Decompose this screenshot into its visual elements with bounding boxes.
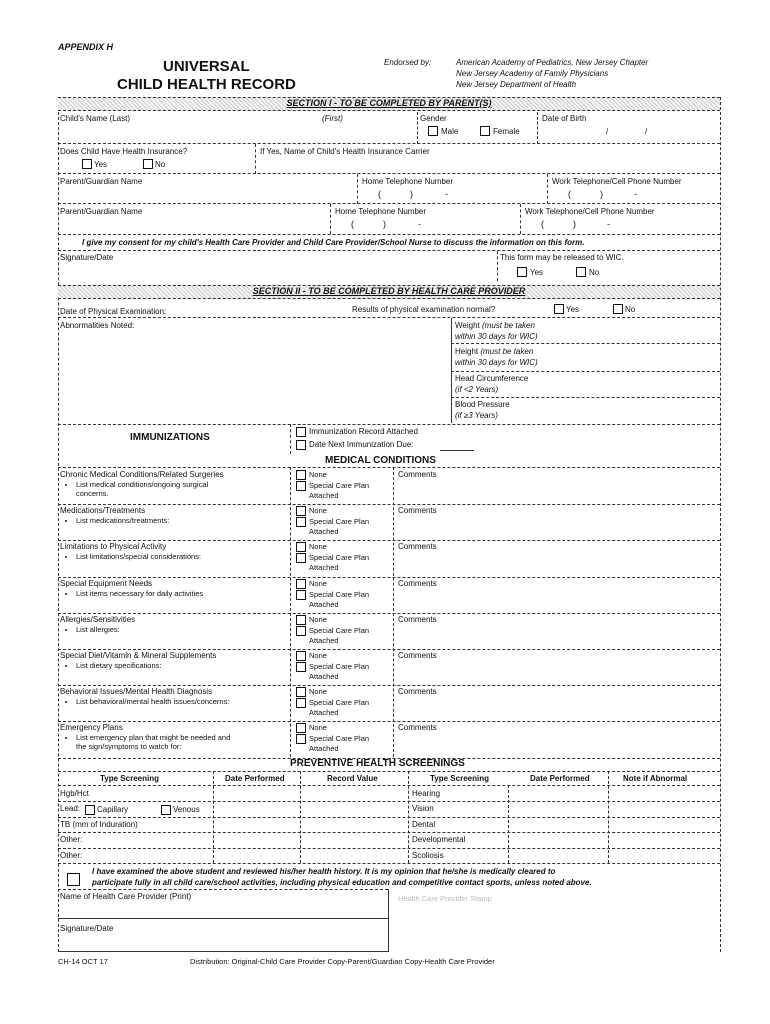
medical-row-bullet-cont: the sign/symptoms to watch for: <box>76 742 182 751</box>
home-phone2-close: ) <box>383 219 386 229</box>
medical-row-title: Allergies/Sensitivities <box>60 615 136 624</box>
distribution-text: Distribution: Original-Child Care Provider Copy-Parent/Guardian Copy-Health Care Provider <box>190 957 495 966</box>
medical-row-title: Emergency Plans <box>60 723 123 732</box>
screening-left-row: Hgb/Hct <box>60 789 89 798</box>
immunization-record-label: Immunization Record Attached <box>309 427 418 436</box>
medical-none-checkbox[interactable] <box>296 579 306 589</box>
medical-row-title: Chronic Medical Conditions/Related Surgeries <box>60 470 224 479</box>
height-note-2: within 30 days for WIC) <box>455 358 538 367</box>
head-circumference-note: (if <2 Years) <box>455 385 499 394</box>
blood-pressure-note: (if ≥3 Years) <box>455 411 498 420</box>
medical-row-bullets <box>62 697 290 706</box>
screening-right-row: Developmental <box>412 835 466 844</box>
medical-row-bullet: List allergies: <box>76 625 120 634</box>
height-title: Height <box>455 347 479 356</box>
height-note: (must be taken <box>480 347 534 356</box>
medical-none-label: None <box>309 615 327 624</box>
head-circumference-label: Head Circumference <box>455 374 529 383</box>
medical-row-bullets <box>62 589 290 598</box>
exam-date-label: Date of Physical Examination: <box>60 307 167 316</box>
medical-row-bullet-cont: concerns. <box>76 489 109 498</box>
gender-label: Gender <box>420 114 447 123</box>
next-immunization-label: Date Next Immunization Due: <box>309 440 414 449</box>
male-label: Male <box>441 127 459 136</box>
screening-header-date-right: Date Performed <box>530 774 590 783</box>
provider-signature-label: Signature/Date <box>60 924 114 933</box>
blood-pressure-label: Blood Pressure <box>455 400 510 409</box>
weight-note-2: within 30 days for WIC) <box>455 332 538 341</box>
attestation-text-1: I have examined the above student and reviewed his/her health history. It is my opinion that he/she is medically cleared to <box>92 867 556 876</box>
first-name-label: (First) <box>322 114 343 123</box>
appendix-label: APPENDIX H <box>58 42 114 52</box>
medical-plan-label-2: Attached <box>309 744 339 753</box>
results-yes-checkbox[interactable] <box>554 304 564 314</box>
screening-header-date-left: Date Performed <box>225 774 285 783</box>
work-phone1-close: ) <box>600 189 603 199</box>
attestation-checkbox[interactable] <box>67 873 80 886</box>
medical-plan-checkbox[interactable] <box>296 481 306 491</box>
medical-plan-checkbox[interactable] <box>296 662 306 672</box>
immunization-record-checkbox[interactable] <box>296 427 306 437</box>
home-phone1-dash: - <box>445 189 448 199</box>
home-phone1-label: Home Telephone Number <box>362 177 454 186</box>
medical-row-bullets <box>62 516 290 525</box>
medical-plan-label: Special Care Plan <box>309 517 370 526</box>
work-phone1-dash: - <box>634 189 637 199</box>
medical-plan-label: Special Care Plan <box>309 626 370 635</box>
screening-header-value: Record Value <box>327 774 378 783</box>
lead-venous-label: Venous <box>173 805 200 814</box>
consent-text: I give my consent for my child's Health Care Provider and Child Care Provider/School Nurse to discuss the information on this form. <box>82 238 585 247</box>
medical-comments-label: Comments <box>398 542 437 551</box>
medical-comments-label: Comments <box>398 687 437 696</box>
screening-header-type-left: Type Screening <box>100 774 159 783</box>
guardian2-label: Parent/Guardian Name <box>60 207 143 216</box>
endorser-3: New Jersey Department of Health <box>456 80 577 89</box>
results-no-checkbox[interactable] <box>613 304 623 314</box>
weight-title: Weight <box>455 321 480 330</box>
endorsed-by-label: Endorsed by: <box>384 58 432 67</box>
medical-none-checkbox[interactable] <box>296 542 306 552</box>
work-phone1-label: Work Telephone/Cell Phone Number <box>552 177 682 186</box>
results-yes-label: Yes <box>566 305 580 314</box>
medical-plan-label: Special Care Plan <box>309 662 370 671</box>
insurance-yes-checkbox[interactable] <box>82 159 92 169</box>
medical-row-bullets <box>62 552 290 561</box>
medical-none-label: None <box>309 470 327 479</box>
medical-row-title: Special Equipment Needs <box>60 579 153 588</box>
wic-no-label: No <box>589 268 600 277</box>
work-phone2-dash: - <box>607 219 610 229</box>
medical-plan-label: Special Care Plan <box>309 734 370 743</box>
screening-right-row: Hearing <box>412 789 441 798</box>
work-phone1-open: ( <box>568 189 571 199</box>
medical-row-bullet: List behavioral/mental health issues/concerns: <box>76 697 230 706</box>
home-phone2-label: Home Telephone Number <box>335 207 427 216</box>
medical-row-title: Medications/Treatments <box>60 506 146 515</box>
screening-left-row: TB (mm of Induration) <box>60 820 138 829</box>
wic-no-checkbox[interactable] <box>576 267 586 277</box>
medical-plan-label: Special Care Plan <box>309 590 370 599</box>
insurance-no-checkbox[interactable] <box>143 159 153 169</box>
medical-plan-label-2: Attached <box>309 563 339 572</box>
screening-right-row: Dental <box>412 820 436 829</box>
female-checkbox[interactable] <box>480 126 490 136</box>
weight-label <box>455 321 535 330</box>
medical-conditions-title: MEDICAL CONDITIONS <box>325 455 436 466</box>
screening-right-row: Scoliosis <box>412 851 444 860</box>
medical-comments-label: Comments <box>398 506 437 515</box>
guardian1-label: Parent/Guardian Name <box>60 177 143 186</box>
screening-left-row: Other: <box>60 835 83 844</box>
medical-comments-label: Comments <box>398 470 437 479</box>
insurance-yes-label: Yes <box>94 160 108 169</box>
medical-none-checkbox[interactable] <box>296 723 306 733</box>
endorser-2: New Jersey Academy of Family Physicians <box>456 69 609 78</box>
dob-slash-2: / <box>645 127 648 136</box>
medical-none-checkbox[interactable] <box>296 470 306 480</box>
medical-comments-label: Comments <box>398 615 437 624</box>
medical-row-bullet: List emergency plan that might be needed and <box>76 733 231 742</box>
form-title-line2: CHILD HEALTH RECORD <box>117 76 296 93</box>
medical-row-bullet: List limitations/special considerations: <box>76 552 202 561</box>
medical-plan-checkbox[interactable] <box>296 517 306 527</box>
provider-name-label: Name of Health Care Provider (Print) <box>60 892 192 901</box>
medical-none-label: None <box>309 506 327 515</box>
signature-label: Signature/Date <box>60 253 114 262</box>
medical-row-title: Behavioral Issues/Mental Health Diagnosis <box>60 687 213 696</box>
immunizations-title: IMMUNIZATIONS <box>130 432 210 443</box>
dob-slash-1: / <box>606 127 609 136</box>
work-phone2-open: ( <box>541 219 544 229</box>
endorser-1: American Academy of Pediatrics, New Jersey Chapter <box>456 58 649 67</box>
screening-left-row: Other: <box>60 851 83 860</box>
medical-row-bullet: List medications/treatments: <box>76 516 170 525</box>
home-phone1-close: ) <box>410 189 413 199</box>
home-phone2-dash: - <box>418 219 421 229</box>
insurance-no-label: No <box>155 160 166 169</box>
home-phone1-open: ( <box>378 189 381 199</box>
medical-none-checkbox[interactable] <box>296 506 306 516</box>
work-phone2-close: ) <box>573 219 576 229</box>
female-label: Female <box>493 127 520 136</box>
medical-plan-label-2: Attached <box>309 491 339 500</box>
medical-plan-label-2: Attached <box>309 600 339 609</box>
male-checkbox[interactable] <box>428 126 438 136</box>
screening-header-note: Note if Abnormal <box>623 774 688 783</box>
lead-capillary-checkbox[interactable] <box>85 805 95 815</box>
medical-row-bullets <box>62 661 290 670</box>
medical-none-checkbox[interactable] <box>296 651 306 661</box>
home-phone2-open: ( <box>351 219 354 229</box>
medical-none-label: None <box>309 542 327 551</box>
medical-row-bullets <box>62 480 290 498</box>
screenings-title: PREVENTIVE HEALTH SCREENINGS <box>290 758 465 769</box>
height-label <box>455 347 533 356</box>
medical-comments-label: Comments <box>398 723 437 732</box>
medical-none-label: None <box>309 651 327 660</box>
lead-capillary-label: Capillary <box>97 805 129 814</box>
medical-none-label: None <box>309 579 327 588</box>
medical-plan-label-2: Attached <box>309 636 339 645</box>
medical-plan-checkbox[interactable] <box>296 590 306 600</box>
attestation-text-2: participate fully in all child care/school activities, including physical education and competitive contact sports, unless noted above. <box>92 878 592 887</box>
medical-plan-label-2: Attached <box>309 672 339 681</box>
screening-right-row: Vision <box>412 804 434 813</box>
medical-plan-checkbox[interactable] <box>296 553 306 563</box>
section1-title: SECTION I - TO BE COMPLETED BY PARENT(S) <box>286 98 492 108</box>
medical-plan-label: Special Care Plan <box>309 698 370 707</box>
medical-plan-label: Special Care Plan <box>309 553 370 562</box>
medical-row-title: Special Diet/Vitamin & Mineral Supplements <box>60 651 217 660</box>
medical-none-checkbox[interactable] <box>296 615 306 625</box>
next-immunization-checkbox[interactable] <box>296 440 306 450</box>
medical-comments-label: Comments <box>398 651 437 660</box>
provider-stamp-label: Health Care Provider Stamp <box>398 894 492 903</box>
insurance-label: Does Child Have Health Insurance? <box>60 147 188 156</box>
medical-comments-label: Comments <box>398 579 437 588</box>
child-name-label: Child's Name (Last) <box>60 114 130 123</box>
form-title-line1: UNIVERSAL <box>163 58 250 75</box>
abnormalities-label: Abnormalities Noted: <box>60 321 135 330</box>
dob-label: Date of Birth <box>542 114 587 123</box>
section2-title: SECTION II - TO BE COMPLETED BY HEALTH CARE PROVIDER <box>252 286 526 296</box>
lead-venous-checkbox[interactable] <box>161 805 171 815</box>
medical-row-bullet: List medical conditions/ongoing surgical <box>76 480 209 489</box>
work-phone2-label: Work Telephone/Cell Phone Number <box>525 207 655 216</box>
medical-plan-label-2: Attached <box>309 527 339 536</box>
medical-none-label: None <box>309 723 327 732</box>
medical-none-label: None <box>309 687 327 696</box>
medical-plan-checkbox[interactable] <box>296 734 306 744</box>
wic-yes-label: Yes <box>530 268 544 277</box>
medical-row-title: Limitations to Physical Activity <box>60 542 167 551</box>
medical-plan-checkbox[interactable] <box>296 626 306 636</box>
medical-row-bullets <box>62 625 290 634</box>
medical-none-checkbox[interactable] <box>296 687 306 697</box>
medical-row-bullet: List items necessary for daily activities <box>76 589 204 598</box>
section1-band <box>58 97 720 111</box>
medical-plan-label: Special Care Plan <box>309 481 370 490</box>
results-normal-label: Results of physical examination normal? <box>352 305 496 314</box>
carrier-label: If Yes, Name of Child's Health Insurance Carrier <box>260 147 430 156</box>
wic-yes-checkbox[interactable] <box>517 267 527 277</box>
medical-row-bullet: List dietary specifications: <box>76 661 162 670</box>
medical-plan-label-2: Attached <box>309 708 339 717</box>
screening-header-type-right: Type Screening <box>430 774 489 783</box>
results-no-label: No <box>625 305 636 314</box>
medical-row-bullets <box>62 733 290 751</box>
screening-left-row: Lead: <box>60 804 81 813</box>
weight-note: (must be taken <box>482 321 535 330</box>
section2-band <box>58 285 720 299</box>
medical-plan-checkbox[interactable] <box>296 698 306 708</box>
wic-label: This form may be released to WIC. <box>500 253 624 262</box>
form-id: CH-14 OCT 17 <box>58 957 108 966</box>
